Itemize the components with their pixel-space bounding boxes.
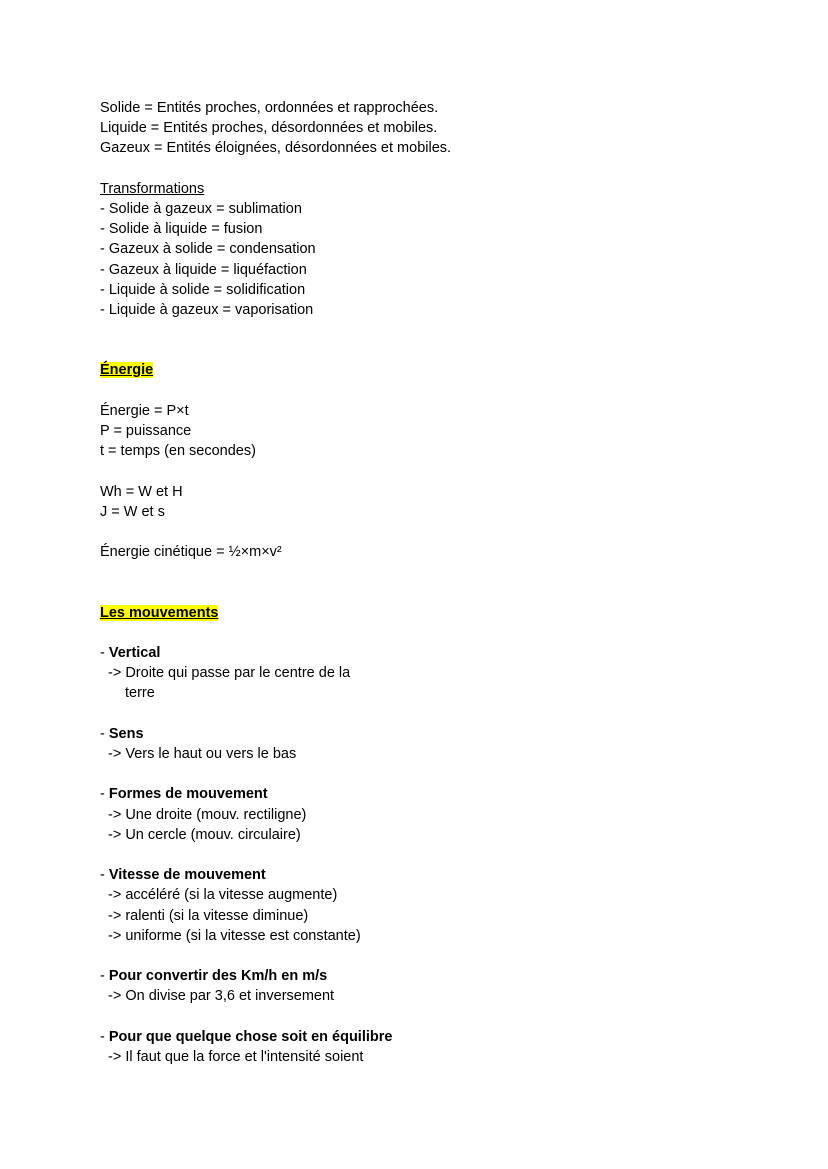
energie-formula: P = puissance xyxy=(100,423,192,440)
transformations-heading: Transformations xyxy=(100,180,205,197)
section-title: Vertical xyxy=(108,645,161,662)
energie-heading: Énergie xyxy=(100,362,154,379)
energie-formula: Énergie = P×t xyxy=(100,402,189,419)
section-line: -> Vers le haut ou vers le bas xyxy=(108,746,297,763)
section-dash: - xyxy=(100,786,109,803)
section-dash: - xyxy=(100,968,109,985)
states-block xyxy=(100,98,740,159)
transformation-item: - Solide à gazeux = sublimation xyxy=(100,200,302,217)
section-line: -> Un cercle (mouv. circulaire) xyxy=(108,826,301,843)
section-line: -> On divise par 3,6 et inversement xyxy=(108,988,335,1005)
transformation-item: - Liquide à gazeux = vaporisation xyxy=(100,301,314,318)
section-dash: - xyxy=(100,867,109,884)
mouvement-section-convertir xyxy=(100,966,740,1006)
transformation-item: - Gazeux à liquide = liquéfaction xyxy=(100,261,307,278)
mouvements-heading: Les mouvements xyxy=(100,604,219,621)
mouvement-section-vitesse xyxy=(100,865,740,946)
section-line: -> Droite qui passe par le centre de la xyxy=(108,665,351,682)
state-solide: Solide = Entités proches, ordonnées et rapprochées. xyxy=(100,100,439,116)
energie-block xyxy=(100,360,740,562)
section-dash: - xyxy=(100,1028,109,1045)
section-line: -> ralenti (si la vitesse diminue) xyxy=(108,907,309,924)
section-title: Formes de mouvement xyxy=(108,786,268,803)
state-gazeux: Gazeux = Entités éloignées, désordonnées et mobiles. xyxy=(100,140,452,157)
mouvement-section-sens xyxy=(100,724,740,764)
section-line: -> accéléré (si la vitesse augmente) xyxy=(108,887,338,904)
energie-formula: t = temps (en secondes) xyxy=(100,443,256,460)
energie-unit: Wh = W et H xyxy=(100,483,183,500)
mouvement-section-formes xyxy=(100,784,740,845)
section-line: -> Une droite (mouv. rectiligne) xyxy=(108,806,307,823)
section-title: Pour que quelque chose soit en équilibre xyxy=(108,1028,393,1045)
transformation-item: - Solide à liquide = fusion xyxy=(100,221,263,238)
section-dash: - xyxy=(100,645,109,662)
section-line-continuation: terre xyxy=(125,685,155,702)
section-title: Sens xyxy=(108,725,144,742)
section-line: -> Il faut que la force et l'intensité soient xyxy=(108,1048,364,1065)
section-line: -> uniforme (si la vitesse est constante) xyxy=(108,927,361,944)
mouvement-section-vertical xyxy=(100,643,740,704)
energie-cinetique: Énergie cinétique = ½×m×v² xyxy=(100,544,282,561)
section-dash: - xyxy=(100,725,109,742)
transformation-item: - Gazeux à solide = condensation xyxy=(100,241,316,258)
mouvements-block xyxy=(100,603,740,1067)
energie-unit: J = W et s xyxy=(100,503,165,520)
document-page xyxy=(100,98,740,1067)
section-title: Vitesse de mouvement xyxy=(108,867,266,884)
mouvement-section-equilibre xyxy=(100,1027,740,1067)
section-title: Pour convertir des Km/h en m/s xyxy=(108,968,328,985)
transformations-block xyxy=(100,179,740,320)
state-liquide: Liquide = Entités proches, désordonnées et mobiles. xyxy=(100,120,438,137)
transformation-item: - Liquide à solide = solidification xyxy=(100,281,306,298)
